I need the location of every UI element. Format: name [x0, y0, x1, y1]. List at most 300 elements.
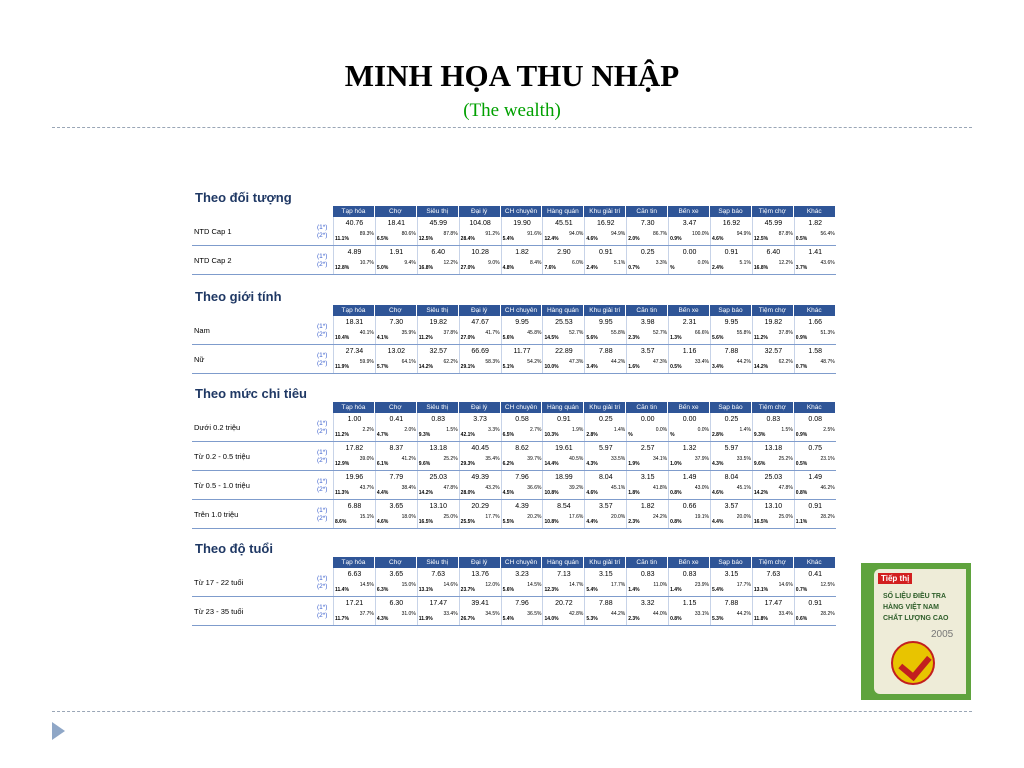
- column-header: Khác: [794, 557, 836, 568]
- cell-share-row: 2.0%: [628, 236, 640, 242]
- column-header: Tiệm chợ: [752, 206, 794, 217]
- table-cell: [501, 568, 543, 596]
- cell-share-row: 14.2%: [418, 490, 433, 496]
- cell-value: 45.99: [764, 220, 783, 227]
- cell-share-row: 14.4%: [544, 461, 559, 467]
- cell-share-row: 16.5%: [418, 519, 433, 525]
- data-table: [192, 557, 836, 626]
- table-cell: [542, 597, 584, 625]
- column-header: Chợ: [375, 206, 417, 217]
- table-cell: [752, 471, 794, 499]
- cell-share-column: 12.5%: [820, 582, 835, 588]
- cell-value: 3.98: [640, 319, 655, 326]
- cell-value: 17.82: [345, 445, 364, 452]
- section-title: Theo đối tượng: [195, 190, 292, 205]
- cell-value: 13.18: [764, 445, 783, 452]
- cell-share-row: 5.5%: [502, 519, 514, 525]
- table-cell: [668, 246, 710, 274]
- cell-share-column: 41.2%: [401, 456, 416, 462]
- cell-value: 5.97: [598, 445, 613, 452]
- table-cell: [710, 568, 752, 596]
- table-cell: [752, 568, 794, 596]
- cell-value: 0.91: [808, 600, 823, 607]
- row-label: NTD Cap 2: [194, 256, 232, 265]
- cell-share-column: 94.0%: [569, 231, 584, 237]
- cell-share-column: 24.2%: [652, 514, 668, 520]
- cell-share-column: 40.1%: [359, 330, 374, 336]
- table-header: [333, 402, 836, 413]
- table-cell: [459, 442, 501, 470]
- cell-share-column: 62.2%: [443, 359, 458, 365]
- cell-share-row: 28.0%: [460, 490, 475, 496]
- cell-share-row: 0.8%: [795, 490, 808, 496]
- cell-share-column: 41.7%: [485, 330, 500, 336]
- cell-share-row: 12.3%: [544, 587, 559, 593]
- column-header: Khác: [794, 206, 836, 217]
- cell-share-column: 37.8%: [778, 330, 793, 336]
- cell-share-column: 34.1%: [652, 456, 668, 462]
- table-cell: [752, 345, 794, 373]
- column-header: Tạp hóa: [333, 402, 375, 413]
- cell-share-column: 20.0%: [736, 514, 751, 520]
- cell-share-row: 4.6%: [712, 490, 724, 496]
- cell-share-column: 89.3%: [359, 231, 374, 237]
- cell-value: 7.96: [515, 600, 529, 607]
- table-cell: [584, 597, 626, 625]
- cell-share-row: 11.2%: [335, 432, 349, 438]
- column-header: Căn tin: [626, 402, 668, 413]
- cell-share-column: 17.7%: [485, 514, 500, 520]
- table-cell: [375, 568, 417, 596]
- data-table: [192, 402, 836, 529]
- cell-value: 8.37: [389, 445, 404, 452]
- cell-share-column: 5.1%: [739, 260, 751, 266]
- column-header: CH chuyên: [501, 206, 543, 217]
- cell-share-row: 11.8%: [753, 616, 768, 622]
- cell-share-row: 12.5%: [418, 236, 433, 242]
- table-header: [333, 305, 836, 316]
- cell-value: 19.61: [555, 445, 573, 452]
- cell-share-column: 37.9%: [694, 456, 710, 462]
- cell-value: 1.49: [808, 474, 823, 481]
- cell-value: 11.77: [513, 348, 531, 355]
- cell-value: 19.96: [345, 474, 364, 481]
- cell-share-column: 100.0%: [692, 231, 710, 237]
- section-title: Theo mức chi tiêu: [195, 386, 307, 401]
- table-row: [192, 246, 836, 275]
- column-header: Tiệm chợ: [752, 305, 794, 316]
- cell-value: 4.39: [515, 503, 529, 510]
- cell-share-column: 33.4%: [443, 611, 458, 617]
- cell-value: 7.30: [640, 220, 655, 227]
- book-title-line: CHẤT LƯỢNG CAO: [883, 615, 949, 622]
- cell-share-row: 26.7%: [460, 616, 475, 622]
- table-cell: [333, 316, 375, 344]
- cell-share-row: 4.3%: [712, 461, 724, 467]
- column-header: Khác: [794, 402, 836, 413]
- table-cell: [626, 471, 668, 499]
- cell-share-column: 17.6%: [569, 514, 584, 520]
- cell-value: 39.41: [471, 600, 489, 607]
- cell-value: 7.30: [389, 319, 404, 326]
- row-marker: (1*) (2*): [317, 478, 328, 493]
- cell-share-column: 9.4%: [404, 260, 416, 266]
- column-header: Khu giải trí: [584, 305, 626, 316]
- table-cell: [626, 217, 668, 245]
- cell-value: 8.04: [598, 474, 613, 481]
- cell-value: 1.91: [389, 249, 404, 256]
- table-cell: [459, 597, 501, 625]
- table-cell: [710, 345, 752, 373]
- column-header: Sạp báo: [710, 402, 752, 413]
- table-cell: [333, 413, 375, 441]
- cell-share-row: 10.4%: [335, 335, 350, 341]
- cell-share-row: 0.8%: [670, 616, 682, 622]
- table-cell: [710, 597, 752, 625]
- cell-share-row: 27.0%: [460, 335, 475, 341]
- cell-value: 7.13: [557, 571, 571, 578]
- cell-share-column: 44.2%: [611, 359, 626, 365]
- cell-value: 0.91: [808, 503, 823, 510]
- table-cell: [752, 217, 794, 245]
- cell-share-column: 42.8%: [569, 611, 584, 617]
- cell-share-column: 35.9%: [401, 330, 416, 336]
- cell-value: 3.65: [389, 503, 404, 510]
- cell-share-row: 2.3%: [628, 519, 640, 525]
- cell-value: 19.90: [513, 220, 531, 227]
- table-cell: [710, 316, 752, 344]
- cell-value: 3.57: [724, 503, 739, 510]
- table-cell: [584, 471, 626, 499]
- column-header: Tiệm chợ: [752, 402, 794, 413]
- column-header: Siêu thị: [417, 206, 459, 217]
- cell-share-row: 2.4%: [712, 265, 724, 271]
- cell-share-column: 15.1%: [359, 514, 374, 520]
- cell-share-column: 1.9%: [571, 427, 584, 433]
- table-header: [333, 557, 836, 568]
- column-header: Sạp báo: [710, 206, 752, 217]
- table-cell: [542, 217, 584, 245]
- table-cell: [584, 316, 626, 344]
- cell-value: 16.92: [597, 220, 615, 227]
- cell-share-column: 8.4%: [530, 260, 542, 266]
- cell-share-row: 5.4%: [502, 236, 514, 242]
- table-cell: [333, 217, 375, 245]
- cell-share-column: 59.9%: [359, 359, 374, 365]
- column-header: Khu giải trí: [584, 402, 626, 413]
- cell-share-column: 43.0%: [694, 485, 710, 491]
- table-cell: [752, 246, 794, 274]
- cell-share-row: 11.2%: [418, 335, 433, 341]
- table-cell: [584, 217, 626, 245]
- cell-value: 7.88: [724, 600, 739, 607]
- cell-value: 32.57: [429, 348, 447, 355]
- cell-share-column: 58.3%: [485, 359, 500, 365]
- cell-value: 32.57: [764, 348, 783, 355]
- cell-share-row: 10.8%: [544, 490, 559, 496]
- cell-share-row: 0.9%: [670, 236, 682, 242]
- cell-value: 16.92: [722, 220, 741, 227]
- row-marker: (1*) (2*): [317, 224, 328, 239]
- cell-value: 47.67: [471, 319, 489, 326]
- cell-value: 0.25: [724, 416, 739, 423]
- cell-share-row: 11.4%: [335, 587, 349, 593]
- cell-share-row: 14.2%: [753, 490, 769, 496]
- cell-share-row: 7.6%: [544, 265, 556, 271]
- column-header: Bến xe: [668, 402, 710, 413]
- cell-value: 25.53: [555, 319, 573, 326]
- cell-share-column: 15.0%: [401, 582, 416, 588]
- cell-share-column: 45.8%: [527, 330, 542, 336]
- table-cell: [542, 246, 584, 274]
- cell-value: 9.95: [724, 319, 739, 326]
- table-cell: [375, 345, 417, 373]
- cell-share-row: 4.4%: [712, 519, 724, 525]
- cell-share-row: 4.6%: [586, 490, 598, 496]
- column-header: CH chuyên: [501, 557, 543, 568]
- table-cell: [668, 568, 710, 596]
- column-header: Sạp báo: [710, 305, 752, 316]
- column-header: CH chuyên: [501, 305, 543, 316]
- column-header: Chợ: [375, 305, 417, 316]
- column-header: CH chuyên: [501, 402, 543, 413]
- cell-share-row: 1.1%: [795, 519, 808, 525]
- cell-share-row: 0.6%: [795, 616, 808, 622]
- cell-share-row: 2.3%: [628, 335, 640, 341]
- table-cell: [459, 217, 501, 245]
- cell-share-row: 4.4%: [586, 519, 598, 525]
- cell-value: 13.18: [429, 445, 447, 452]
- table-row: [192, 316, 836, 345]
- cell-share-column: 33.5%: [611, 456, 626, 462]
- table-row: [192, 217, 836, 246]
- cell-value: 3.15: [640, 474, 655, 481]
- cell-value: 25.03: [764, 474, 783, 481]
- table-cell: [584, 442, 626, 470]
- cell-share-row: 3.7%: [795, 265, 808, 271]
- column-header: Khu giải trí: [584, 206, 626, 217]
- table-cell: [584, 345, 626, 373]
- cell-share-row: 13.1%: [753, 587, 769, 593]
- cell-value: 7.88: [724, 348, 739, 355]
- cell-share-row: 14.5%: [544, 335, 559, 341]
- cell-value: 27.34: [345, 348, 364, 355]
- table-row: [192, 413, 836, 442]
- table-row: [192, 471, 836, 500]
- cell-share-row: 5.4%: [586, 587, 598, 593]
- cell-share-row: 0.8%: [670, 490, 682, 496]
- cell-share-row: 4.7%: [376, 432, 389, 438]
- cell-share-column: 19.1%: [694, 514, 710, 520]
- table-cell: [710, 413, 752, 441]
- cell-share-row: 0.9%: [795, 335, 808, 341]
- row-label: NTD Cap 1: [194, 227, 232, 236]
- table-cell: [794, 345, 836, 373]
- table-cell: [417, 217, 459, 245]
- table-cell: [333, 345, 375, 373]
- cell-share-column: 36.5%: [527, 611, 542, 617]
- table-cell: [501, 345, 543, 373]
- cell-value: 3.47: [682, 220, 697, 227]
- cell-share-column: 48.7%: [820, 359, 835, 365]
- column-header: Căn tin: [626, 557, 668, 568]
- table-cell: [668, 413, 710, 441]
- table-cell: [626, 246, 668, 274]
- cell-share-row: 5.0%: [376, 265, 389, 271]
- cell-share-row: 14.0%: [544, 616, 559, 622]
- cell-value: 19.82: [429, 319, 447, 326]
- cell-share-row: 16.8%: [418, 265, 433, 271]
- table-cell: [542, 316, 584, 344]
- cell-share-row: 6.3%: [376, 587, 389, 593]
- table-cell: [626, 316, 668, 344]
- row-label: Từ 17 - 22 tuổi: [194, 578, 244, 587]
- cell-share-column: 45.1%: [611, 485, 626, 491]
- table-cell: [417, 316, 459, 344]
- cell-share-row: 6.2%: [502, 461, 514, 467]
- cell-share-column: 14.6%: [443, 582, 458, 588]
- cell-share-column: 10.7%: [359, 260, 374, 266]
- table-cell: [584, 568, 626, 596]
- row-marker: (1*) (2*): [317, 604, 328, 619]
- cell-share-column: 23.1%: [820, 456, 835, 462]
- column-header: Chợ: [375, 557, 417, 568]
- cell-share-column: 64.1%: [401, 359, 416, 365]
- row-marker: (1*) (2*): [317, 420, 328, 435]
- table-cell: [794, 597, 836, 625]
- row-label: Nam: [194, 326, 210, 335]
- book-year: 2005: [931, 629, 954, 640]
- table-cell: [417, 568, 459, 596]
- cell-share-row: 13.1%: [418, 587, 433, 593]
- cell-share-column: 94.9%: [736, 231, 751, 237]
- cell-share-column: 45.1%: [736, 485, 751, 491]
- column-header: Tạp hóa: [333, 305, 375, 316]
- cell-share-column: 36.6%: [527, 485, 542, 491]
- cell-share-row: 23.7%: [460, 587, 475, 593]
- table-cell: [668, 217, 710, 245]
- table-cell: [710, 442, 752, 470]
- table-cell: [333, 442, 375, 470]
- cell-share-column: 12.0%: [485, 582, 500, 588]
- cell-share-row: 1.8%: [628, 490, 640, 496]
- table-cell: [542, 471, 584, 499]
- cell-share-row: 11.2%: [753, 335, 768, 341]
- table-cell: [794, 568, 836, 596]
- table-cell: [542, 442, 584, 470]
- column-header: Tạp hóa: [333, 557, 375, 568]
- cell-share-row: 0.7%: [795, 587, 808, 593]
- table-cell: [375, 217, 417, 245]
- cell-share-row: %: [670, 432, 675, 438]
- cell-share-column: 5.1%: [613, 260, 626, 266]
- cell-share-row: 9.3%: [753, 432, 766, 438]
- column-header: Siêu thị: [417, 402, 459, 413]
- column-header: Hàng quán: [542, 557, 584, 568]
- data-table: [192, 206, 836, 275]
- cell-share-row: 5.6%: [502, 587, 514, 593]
- cell-share-row: 2.3%: [628, 616, 640, 622]
- cell-share-row: 2.4%: [586, 265, 598, 271]
- table-cell: [417, 246, 459, 274]
- cell-share-row: 9.6%: [753, 461, 766, 467]
- cell-value: 3.15: [724, 571, 739, 578]
- cell-share-column: 11.0%: [653, 582, 668, 588]
- cell-share-row: 5.3%: [586, 616, 598, 622]
- table-cell: [710, 471, 752, 499]
- cell-share-row: %: [670, 265, 675, 271]
- cell-share-row: 4.4%: [376, 490, 389, 496]
- cell-share-column: 43.6%: [820, 260, 835, 266]
- cell-value: 3.73: [473, 416, 487, 423]
- cell-value: 45.99: [429, 220, 447, 227]
- table-row: [192, 442, 836, 471]
- cell-share-column: 37.7%: [359, 611, 374, 617]
- table-cell: [333, 246, 375, 274]
- cell-value: 0.00: [682, 249, 697, 256]
- cell-share-row: 5.6%: [712, 335, 724, 341]
- cell-value: 6.30: [389, 600, 404, 607]
- cell-share-column: 12.2%: [443, 260, 458, 266]
- table-cell: [501, 442, 543, 470]
- cell-share-row: 16.5%: [753, 519, 769, 525]
- column-header: Siêu thị: [417, 557, 459, 568]
- table-cell: [668, 316, 710, 344]
- cell-share-column: 54.2%: [527, 359, 542, 365]
- cell-share-row: 29.3%: [460, 461, 475, 467]
- cell-value: 0.91: [598, 249, 613, 256]
- cell-value: 8.54: [557, 503, 571, 510]
- cell-share-row: 14.2%: [418, 364, 433, 370]
- cell-share-row: 42.1%: [460, 432, 475, 438]
- cell-share-row: 2.8%: [586, 432, 598, 438]
- cell-share-column: 14.5%: [359, 582, 374, 588]
- cell-share-column: 0.0%: [697, 260, 710, 266]
- cell-share-row: 29.1%: [460, 364, 475, 370]
- cell-value: 0.25: [640, 249, 655, 256]
- cell-value: 1.32: [682, 445, 697, 452]
- cell-share-column: 44.2%: [611, 611, 626, 617]
- cell-share-column: 18.0%: [401, 514, 416, 520]
- cell-share-column: 35.4%: [485, 456, 500, 462]
- table-cell: [459, 568, 501, 596]
- table-cell: [542, 413, 584, 441]
- cell-share-column: 33.1%: [694, 611, 710, 617]
- cell-value: 7.63: [431, 571, 446, 578]
- cell-share-row: 1.3%: [670, 335, 682, 341]
- cell-value: 0.08: [808, 416, 823, 423]
- cell-value: 3.15: [598, 571, 613, 578]
- cell-value: 0.25: [598, 416, 613, 423]
- cell-share-row: 5.3%: [712, 616, 724, 622]
- table-cell: [501, 316, 543, 344]
- cell-share-column: 39.7%: [527, 456, 542, 462]
- table-cell: [794, 500, 836, 528]
- table-cell: [710, 246, 752, 274]
- table-cell: [752, 413, 794, 441]
- table-cell: [375, 597, 417, 625]
- page-subtitle: (The wealth): [463, 100, 561, 121]
- cell-value: 104.08: [469, 220, 491, 227]
- cell-value: 49.39: [471, 474, 489, 481]
- cell-share-column: 44.0%: [652, 611, 668, 617]
- row-label: Từ 0.2 - 0.5 triệu: [194, 452, 250, 461]
- column-header: Đại lý: [459, 402, 501, 413]
- cell-share-row: 0.5%: [670, 364, 682, 370]
- cell-share-column: 55.8%: [611, 330, 626, 336]
- cell-share-row: 11.1%: [335, 236, 349, 242]
- cell-value: 3.65: [389, 571, 404, 578]
